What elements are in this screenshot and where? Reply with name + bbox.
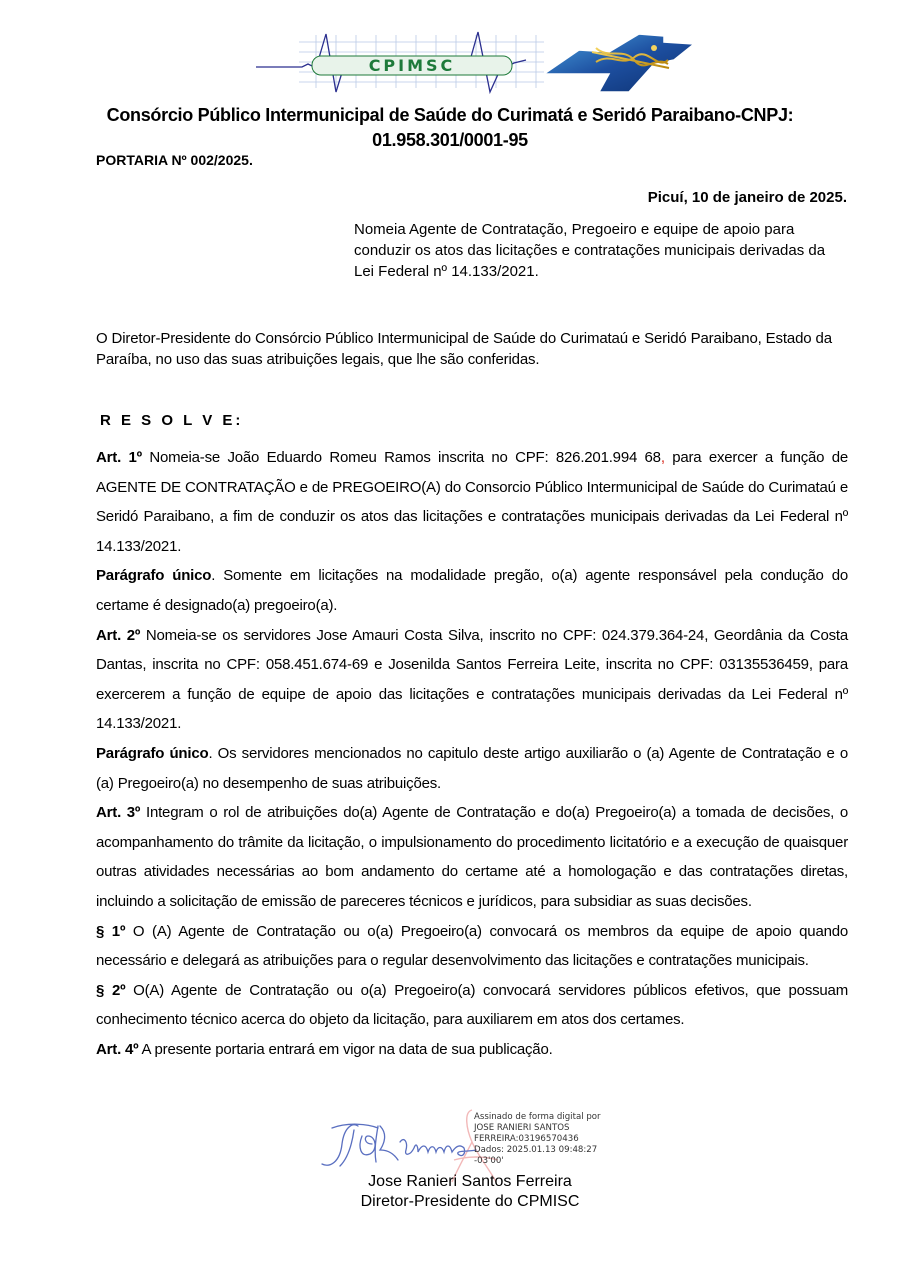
articles-body — [96, 443, 848, 1064]
article-label: Art. 3º — [96, 804, 141, 822]
article-label: Art. 1º — [96, 449, 142, 466]
organization-title — [60, 103, 840, 153]
preamble: O Diretor-Presidente do Consórcio Público Intermunicipal de Saúde do Curimataú e Seridó Paraibano, Estado da Paraíba, no uso das suas atribuições legais, que lhe são conferidas. — [96, 330, 832, 368]
article-label: Art. 4º — [96, 1040, 139, 1058]
signatory-role: Diretor-Presidente do CPMISC — [360, 1193, 580, 1210]
digital-signature-details: Assinado de forma digital por JOSE RANIERI SANTOS FERREIRA:03196570436 Dados: 2025.01.13 09:48:27 -03'00' — [474, 1112, 601, 1166]
red-comma-mark: , — [660, 449, 665, 466]
cpimsc-logo — [244, 30, 699, 98]
article-3-paragraph-2: § 2º O(A) Agente de Contratação ou o(a) Pregoeiro(a) convocará servidores públicos efetivos, que possuam conhecimento técnico acerca do objeto da licitação, para auxiliarem em atos dos certames. — [96, 981, 848, 1029]
resolve-heading: R E S O L V E: — [100, 412, 244, 429]
cnpj-number: 01.958.301/0001-95 — [372, 130, 528, 150]
article-label: Art. 2º — [96, 626, 141, 644]
portaria-number: PORTARIA Nº 002/2025. — [96, 152, 253, 168]
svg-text:CPIMSC: CPIMSC — [368, 56, 456, 75]
signatory-block — [225, 1172, 715, 1212]
article-2-paragrafo-unico: Parágrafo único. Os servidores mencionados no capitulo deste artigo auxiliarão o (a) Agente de Contratação e o (a) Pregoeiro(a) no desempenho de suas atribuições. — [96, 744, 848, 792]
article-2: Art. 2º Nomeia-se os servidores Jose Amauri Costa Silva, inscrito no CPF: 024.379.364-24, Geordânia da Costa Dantas, inscrita no CPF: 058.451.674-69 e Josenilda Santos Ferreira Leite, inscrita no CPF: 03135536459, para exercerem a função de equipe de apoio das licitações e contratações municipais derivadas da Lei Federal nº 14.133/2021. — [96, 626, 849, 733]
article-3-paragraph-1: § 1º O (A) Agente de Contratação ou o(a) Pregoeiro(a) convocará os membros da equipe de apoio quando necessário e delegará as atribuições para o regular desenvolvimento das licitações e contratações municipais. — [96, 922, 849, 970]
signatory-name: Jose Ranieri Santos Ferreira — [368, 1173, 572, 1190]
organization-name: Consórcio Público Intermunicipal de Saúde do Curimatá e Seridó Paraibano-CNPJ: — [106, 105, 794, 125]
article-label: Parágrafo único — [96, 567, 212, 585]
place-and-date: Picuí, 10 de janeiro de 2025. — [647, 189, 847, 206]
article-label: Parágrafo único — [96, 744, 209, 762]
article-label: § 2º — [96, 981, 126, 999]
article-1-paragrafo-unico: Parágrafo único. Somente em licitações na modalidade pregão, o(a) agente responsável pela condução do certame é designado(a) pregoeiro(a). — [96, 567, 848, 614]
ekg-grid-logo-icon — [244, 30, 699, 98]
handwritten-signature-icon — [318, 1114, 488, 1174]
ementa-summary: Nomeia Agente de Contratação, Pregoeiro e equipe de apoio para conduzir os atos das licitações e contratações municipais derivadas da Lei Federal nº 14.133/2021. — [354, 221, 826, 280]
article-3: Art. 3º Integram o rol de atribuições do(a) Agente de Contratação e do(a) Pregoeiro(a) a tomada de decisões, o acompanhamento do trâmite da licitação, o impulsionamento do procedimento licitatório e a execução de quaisquer outras atividades necessárias ao bom andamento do certame até a homologação e das contratações diretas, incluindo a solicitação de emissão de pareceres técnicos e jurídicos, para subsidiar as suas decisões. — [96, 804, 849, 910]
article-4: Art. 4º A presente portaria entrará em vigor na data de sua publicação. — [96, 1040, 553, 1058]
article-label: § 1º — [96, 922, 126, 940]
article-1: Art. 1º Nomeia-se João Eduardo Romeu Ramos inscrita no CPF: 826.201.994 68, para exercer a função de AGENTE DE CONTRATAÇÃO e de PREGOEIRO(A) do Consorcio Público Intermunicipal de Saúde do Curimataú e Seridó Paraibano, a fim de conduzir os atos das licitações e contratações municipais derivadas da Lei Federal nº 14.133/2021. — [96, 449, 848, 555]
